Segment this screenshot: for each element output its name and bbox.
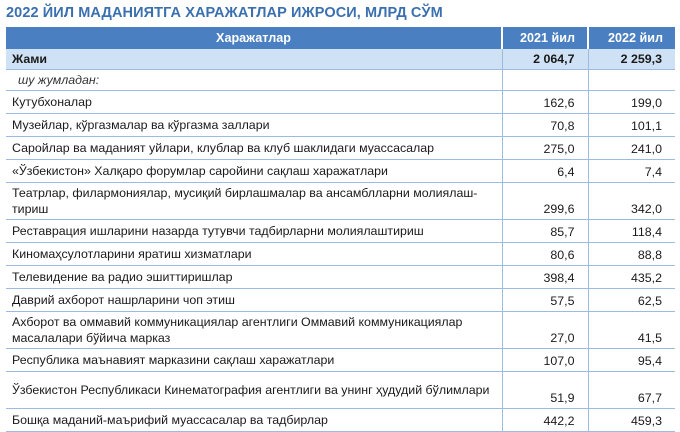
row-label: Саройлар ва маданият уйлари, клублар ва клуб шаклидаги муассасалар <box>6 137 502 160</box>
row-label: Ўзбекистон Республикаси Кинематография агентлиги ва унинг ҳудудий бўлимлари <box>6 372 502 409</box>
row-label: Ахборот ва оммавий коммуникациялар агентлиги Оммавий коммуникациялар масалалари бўйича марказ <box>6 312 502 349</box>
row-2021: 80,6 <box>502 243 588 266</box>
row-2022: 459,3 <box>588 409 675 432</box>
row-2022: 41,5 <box>588 312 675 349</box>
row-2021: 398,4 <box>502 266 588 289</box>
row-2022: 62,5 <box>588 289 675 312</box>
row-2022: 95,4 <box>588 349 675 372</box>
row-label: Кутубхоналар <box>6 91 502 114</box>
row-2022: 88,8 <box>588 243 675 266</box>
total-2022: 2 259,3 <box>588 49 675 70</box>
row-2021: 275,0 <box>502 137 588 160</box>
total-label: Жами <box>6 49 502 70</box>
row-2022: 101,1 <box>588 114 675 137</box>
row-2021: 51,9 <box>502 372 588 409</box>
row-2021: 57,5 <box>502 289 588 312</box>
table-row <box>6 137 675 160</box>
row-2022: 342,0 <box>588 183 675 220</box>
row-2021: 6,4 <box>502 160 588 183</box>
row-2021: 70,8 <box>502 114 588 137</box>
row-label: Бошқа маданий-маърифий муассасалар ва тадбирлар <box>6 409 502 432</box>
page-title: 2022 ЙИЛ МАДАНИЯТГА ХАРАЖАТЛАР ИЖРОСИ, МЛРД СЎМ <box>6 5 443 21</box>
row-label: Театрлар, филармониялар, мусиқий бирлашмалар ва ансамблларни молиялаш-тириш <box>6 183 502 220</box>
header-2022: 2022 йил <box>588 27 675 49</box>
row-label: Республика маънавият марказини сақлаш харажатлари <box>6 349 502 372</box>
table-row <box>6 289 675 312</box>
row-2022: 118,4 <box>588 220 675 243</box>
row-2022: 435,2 <box>588 266 675 289</box>
header-expenses: Харажатлар <box>6 27 502 49</box>
row-2022: 67,7 <box>588 372 675 409</box>
table-row <box>6 243 675 266</box>
table-row <box>6 266 675 289</box>
row-2022: 199,0 <box>588 91 675 114</box>
row-2022: 241,0 <box>588 137 675 160</box>
row-label: Музейлар, кўргазмалар ва кўргазма заллари <box>6 114 502 137</box>
row-label: Даврий ахборот нашрларини чоп этиш <box>6 289 502 312</box>
table-row <box>6 183 675 220</box>
table-header-row <box>6 27 675 49</box>
note-label: шу жумладан: <box>6 70 502 91</box>
table-row <box>6 114 675 137</box>
table-row <box>6 91 675 114</box>
row-label: Телевидение ва радио эшиттиришлар <box>6 266 502 289</box>
row-2021: 299,6 <box>502 183 588 220</box>
table-row <box>6 160 675 183</box>
table-row <box>6 312 675 349</box>
row-2021: 162,6 <box>502 91 588 114</box>
row-2021: 27,0 <box>502 312 588 349</box>
header-2021: 2021 йил <box>502 27 588 49</box>
table-row <box>6 409 675 432</box>
row-label: «Ўзбекистон» Халқаро форумлар саройини сақлаш харажатлари <box>6 160 502 183</box>
row-2021: 107,0 <box>502 349 588 372</box>
total-2021: 2 064,7 <box>502 49 588 70</box>
expenses-table <box>6 27 675 432</box>
note-row <box>6 70 675 91</box>
table-row <box>6 349 675 372</box>
table-row <box>6 220 675 243</box>
row-2022: 7,4 <box>588 160 675 183</box>
row-2021: 442,2 <box>502 409 588 432</box>
row-label: Реставрация ишларини назарда тутувчи тадбирларни молиялаштириш <box>6 220 502 243</box>
total-row <box>6 49 675 70</box>
row-2021: 85,7 <box>502 220 588 243</box>
row-label: Киномаҳсулотларини яратиш хизматлари <box>6 243 502 266</box>
